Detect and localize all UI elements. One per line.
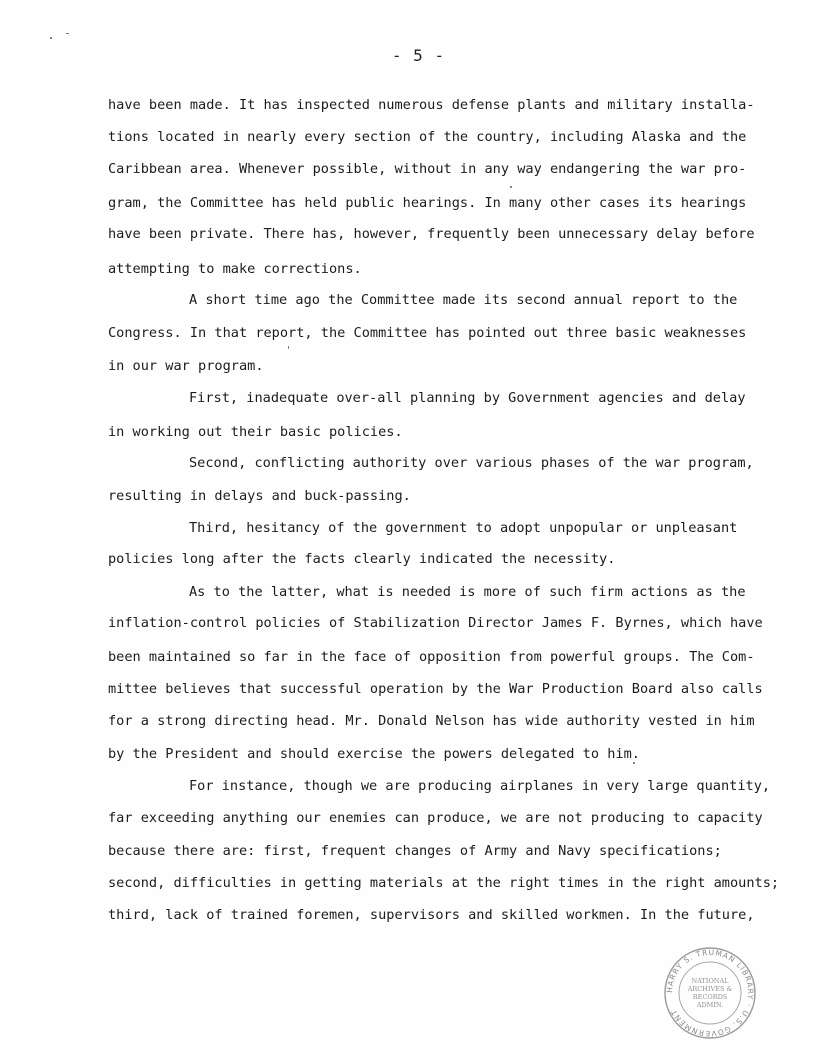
stamp-inner-line: ADMIN.: [696, 1001, 724, 1009]
text-line: Third, hesitancy of the government to adopt unpopular or unpleasant: [189, 520, 738, 536]
page-number: - 5 -: [391, 46, 446, 65]
text-line: second, difficulties in getting materials at the right times in the right amounts;: [108, 875, 780, 891]
text-line: inflation-control policies of Stabilization Director James F. Byrnes, which have: [108, 615, 763, 631]
text-line: far exceeding anything our enemies can produce, we are not producing to capacity: [108, 810, 763, 826]
text-line: been maintained so far in the face of opposition from powerful groups. The Com-: [108, 649, 755, 665]
text-line: because there are: first, frequent changes of Army and Navy specifications;: [108, 843, 722, 859]
scan-speck: [633, 762, 635, 764]
text-line: Caribbean area. Whenever possible, without in any way endangering the war pro-: [108, 161, 747, 177]
text-line: attempting to make corrections.: [108, 261, 362, 277]
text-line: for a strong directing head. Mr. Donald Nelson has wide authority vested in him: [108, 713, 755, 729]
text-line: policies long after the facts clearly indicated the necessity.: [108, 551, 616, 567]
archival-stamp: [662, 945, 758, 1041]
text-line: As to the latter, what is needed is more of such firm actions as the: [189, 584, 746, 600]
scan-speck: [510, 186, 512, 188]
text-line: gram, the Committee has held public hearings. In many other cases its hearings: [108, 195, 747, 211]
scan-speck: [288, 346, 289, 349]
stamp-inner-line: NATIONAL: [691, 977, 729, 985]
text-line: Congress. In that report, the Committee has pointed out three basic weaknesses: [108, 325, 747, 341]
text-line: For instance, though we are producing airplanes in very large quantity,: [189, 778, 771, 794]
stamp-inner-line: ARCHIVES &: [687, 985, 733, 993]
stamp-inner-line: RECORDS: [692, 993, 728, 1001]
scan-speck: [66, 33, 69, 34]
text-line: third, lack of trained foremen, supervisors and skilled workmen. In the future,: [108, 907, 755, 923]
text-line: resulting in delays and buck-passing.: [108, 488, 411, 504]
text-line: tions located in nearly every section of the country, including Alaska and the: [108, 129, 747, 145]
text-line: by the President and should exercise the powers delegated to him.: [108, 746, 640, 762]
stamp-outer-text: HARRY S. TRUMAN LIBRARY · U.S. GOVERNMENT: [664, 947, 756, 1039]
text-line: in our war program.: [108, 358, 264, 374]
text-line: have been private. There has, however, frequently been unnecessary delay before: [108, 226, 755, 242]
text-line: Second, conflicting authority over various phases of the war program,: [189, 455, 754, 471]
text-line: First, inadequate over-all planning by Government agencies and delay: [189, 390, 746, 406]
text-line: mittee believes that successful operation by the War Production Board also calls: [108, 681, 763, 697]
text-line: in working out their basic policies.: [108, 424, 403, 440]
text-line: have been made. It has inspected numerous defense plants and military installa-: [108, 97, 755, 113]
scan-speck: [50, 37, 52, 39]
text-line: A short time ago the Committee made its second annual report to the: [189, 292, 738, 308]
